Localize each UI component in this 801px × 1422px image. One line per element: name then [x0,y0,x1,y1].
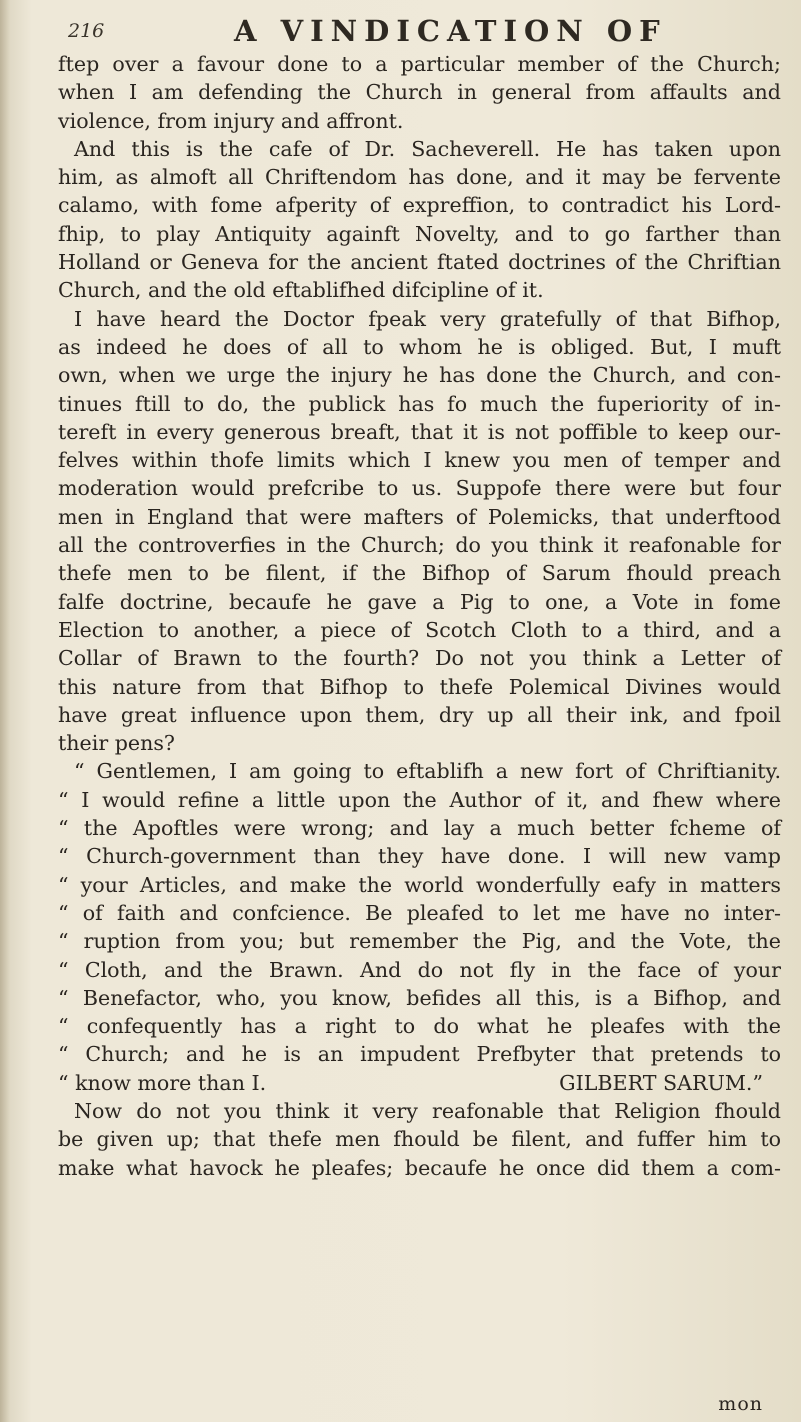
text-line: Now do not you think it very reafonable that Religion fhould [74,1098,781,1123]
text-line: felves within thofe limits which I knew you men of temper and [58,448,781,473]
quoted-line: “ of faith and confcience. Be pleafed to let me have no inter- [58,900,781,925]
catchword: mon [718,1393,763,1415]
quoted-line: “ Church-government than they have done. I will new vamp [58,844,781,869]
signature-line: GILBERT SARUM.” [559,1070,763,1095]
text-line: thefe men to be filent, if the Bifhop of Sarum fhould preach [58,561,781,586]
text-line: ftep over a favour done to a particular member of the Church; [58,52,781,76]
text-line: violence, from injury and affront. [58,108,404,133]
text-line: tinues ftill to do, the publick has fo much the fuperiority of in- [58,391,781,416]
text-line: Election to another, a piece of Scotch Cloth to a third, and a [58,617,781,642]
text-line: Church, and the old eftablifhed difcipline of it. [58,278,544,303]
text-line: falfe doctrine, becaufe he gave a Pig to one, a Vote in fome [58,589,781,614]
quoted-line: “ confequently has a right to do what he pleafes with the [58,1014,781,1039]
text-line: And this is the cafe of Dr. Sacheverell. He has taken upon [74,136,781,161]
quoted-line: “ know more than I. [58,1070,267,1095]
quoted-line: “ ruption from you; but remember the Pig, and the Vote, the [58,929,781,954]
text-line: Collar of Brawn to the fourth? Do not you think a Letter of [58,646,781,671]
text-line: tereft in every generous breaft, that it is not poffible to keep our- [58,419,781,444]
text-line: fhip, to play Antiquity againft Novelty, and to go farther than [58,221,781,246]
text-line: have great influence upon them, dry up all their ink, and fpoil [58,702,781,727]
text-line: when I am defending the Church in general from affaults and [58,80,781,105]
quoted-line: “ your Articles, and make the world wonderfully eafy in matters [58,872,781,897]
running-title: A VINDICATION OF [234,14,667,48]
quoted-line: “ Benefactor, who, you know, befides all this, is a Bifhop, and [58,985,781,1010]
page-gutter-shadow [0,0,10,1422]
text-line: their pens? [58,731,175,756]
text-line: all the controverfies in the Church; do you think it reafonable for [58,533,781,558]
text-line: calamo, with fome afperity of expreffion, to contradict his Lord- [58,193,781,218]
body-text [58,50,781,1182]
text-line: as indeed he does of all to whom he is obliged. But, I muft [58,334,781,359]
quoted-line: “ Gentlemen, I am going to eftablifh a new fort of Chriftianity. [74,759,781,784]
running-head [58,14,781,48]
text-line: make what havock he pleafes; becaufe he once did them a com- [58,1155,781,1180]
text-line: moderation would prefcribe to us. Suppofe there were but four [58,476,781,501]
quoted-line: “ Cloth, and the Brawn. And do not fly in the face of your [58,957,781,982]
quoted-line: “ Church; and he is an impudent Prefbyter that pretends to [58,1042,781,1067]
text-line: be given up; that thefe men fhould be filent, and fuffer him to [58,1127,781,1152]
text-line: men in England that were mafters of Polemicks, that underftood [58,504,781,529]
text-line: this nature from that Bifhop to thefe Polemical Divines would [58,674,781,699]
quoted-line: “ I would refine a little upon the Author of it, and fhew where [58,787,781,812]
text-line: I have heard the Doctor fpeak very gratefully of that Bifhop, [74,306,781,331]
text-line: him, as almoft all Chriftendom has done, and it may be fervente [58,165,781,190]
page-number: 216 [68,20,105,42]
text-line: own, when we urge the injury he has done the Church, and con- [58,363,781,388]
quoted-line: “ the Apoftles were wrong; and lay a much better fcheme of [58,816,781,841]
text-line: Holland or Geneva for the ancient ftated doctrines of the Chriftian [58,250,781,275]
